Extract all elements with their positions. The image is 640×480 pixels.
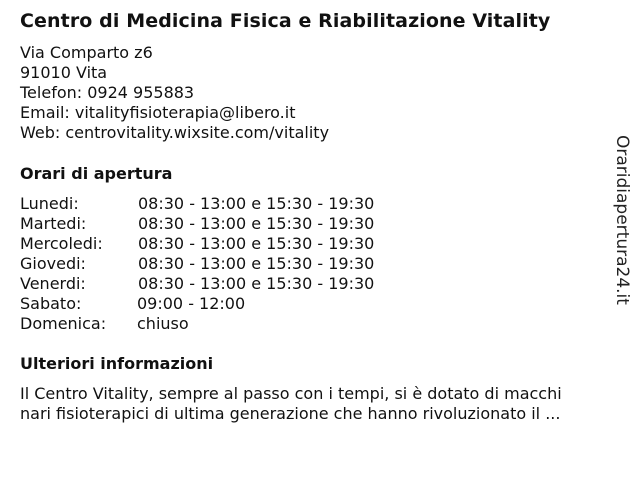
- site-watermark: [608, 135, 638, 315]
- day-label: Mercoledi:: [20, 234, 103, 253]
- day-label: Giovedi:: [20, 254, 86, 273]
- description-line: nari fisioterapici di ultima generazione che hanno rivoluzionato il ...: [20, 404, 561, 423]
- contact-block: [20, 43, 329, 143]
- time-value: 08:30 - 13:00 e 15:30 - 19:30: [138, 194, 375, 213]
- time-value: 08:30 - 13:00 e 15:30 - 19:30: [138, 254, 375, 273]
- day-label: Lunedi:: [20, 194, 79, 213]
- description-line: Il Centro Vitality, sempre al passo con i tempi, si è dotato di macchi: [20, 384, 562, 403]
- business-name: Centro di Medicina Fisica e Riabilitazione Vitality: [20, 10, 551, 32]
- watermark-text: Oraridiapertura24.it: [612, 135, 632, 305]
- more-info-heading: Ulteriori informazioni: [20, 354, 214, 373]
- day-label: Venerdi:: [20, 274, 86, 293]
- description-text: [20, 384, 610, 424]
- website-text: Web: centrovitality.wixsite.com/vitality: [20, 123, 330, 142]
- time-value: 09:00 - 12:00: [137, 294, 246, 313]
- email-text: Email: vitalityfisioterapia@libero.it: [20, 103, 296, 122]
- phone-text: Telefon: 0924 955883: [20, 83, 195, 102]
- opening-hours-heading: Orari di apertura: [20, 164, 173, 183]
- time-value: 08:30 - 13:00 e 15:30 - 19:30: [138, 274, 375, 293]
- day-label: Martedi:: [20, 214, 87, 233]
- time-value: 08:30 - 13:00 e 15:30 - 19:30: [138, 234, 375, 253]
- time-value: 08:30 - 13:00 e 15:30 - 19:30: [138, 214, 375, 233]
- address-city: 91010 Vita: [20, 63, 108, 82]
- time-value: chiuso: [137, 314, 189, 333]
- day-label: Sabato:: [20, 294, 82, 313]
- address-street: Via Comparto z6: [20, 43, 153, 62]
- day-label: Domenica:: [20, 314, 107, 333]
